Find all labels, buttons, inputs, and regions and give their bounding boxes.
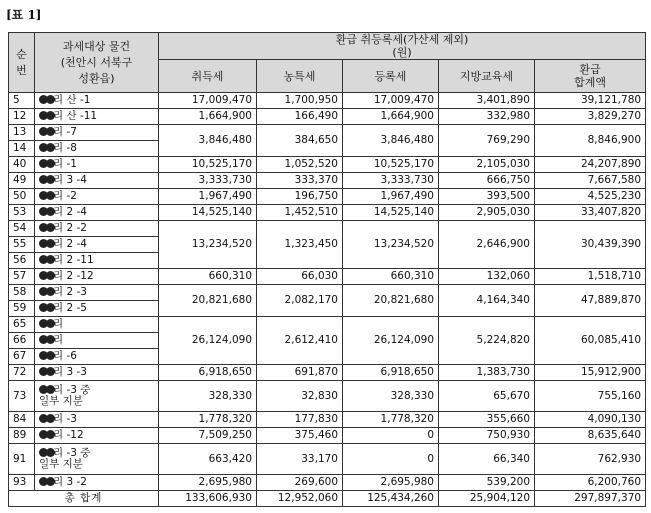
object-text: 리 2 -4 xyxy=(53,206,87,218)
value-cell: 14,525,140 xyxy=(343,205,439,221)
value-cell: 2,905,030 xyxy=(439,205,535,221)
value-cell: 15,912,900 xyxy=(535,365,646,381)
value-cell: 39,121,780 xyxy=(535,93,646,109)
object-text: 리 -3 중 일부 지분 xyxy=(39,447,91,470)
value-cell: 375,460 xyxy=(257,428,343,444)
refund-tax-table xyxy=(8,32,646,507)
value-cell: 1,052,520 xyxy=(257,157,343,173)
value-cell: 666,750 xyxy=(439,173,535,189)
value-cell: 269,600 xyxy=(257,475,343,491)
seq-cell: 14 xyxy=(9,141,35,157)
value-cell: 14,525,140 xyxy=(159,205,257,221)
table-row xyxy=(9,317,646,333)
object-cell xyxy=(35,109,159,125)
seq-cell: 57 xyxy=(9,269,35,285)
seq-cell: 67 xyxy=(9,349,35,365)
object-cell xyxy=(35,428,159,444)
table-row xyxy=(9,125,646,141)
value-cell: 13,234,520 xyxy=(343,221,439,269)
object-text: 리 -3 xyxy=(53,413,77,425)
value-cell: 26,124,090 xyxy=(343,317,439,365)
value-cell: 4,090,130 xyxy=(535,412,646,428)
value-cell: 2,105,030 xyxy=(439,157,535,173)
seq-cell: 73 xyxy=(9,381,35,412)
value-cell: 196,750 xyxy=(257,189,343,205)
object-text: 리 -2 xyxy=(53,190,77,202)
value-cell: 177,830 xyxy=(257,412,343,428)
value-cell: 328,330 xyxy=(343,381,439,412)
table-row xyxy=(9,173,646,189)
header-col-acq: 취득세 xyxy=(159,60,257,93)
table-row xyxy=(9,412,646,428)
object-cell xyxy=(35,93,159,109)
value-cell: 2,082,170 xyxy=(257,285,343,317)
object-text: 리 xyxy=(53,334,64,346)
seq-cell: 40 xyxy=(9,157,35,173)
value-cell: 1,700,950 xyxy=(257,93,343,109)
object-text: 리 xyxy=(53,318,64,330)
value-cell: 2,646,900 xyxy=(439,221,535,269)
value-cell: 7,509,250 xyxy=(159,428,257,444)
header-refund-group: 환급 취등록세(가산세 제외) (원) xyxy=(159,33,646,60)
object-text: 리 산 -11 xyxy=(53,110,98,122)
value-cell: 1,664,900 xyxy=(159,109,257,125)
object-text: 리 2 -2 xyxy=(53,222,87,234)
seq-cell: 91 xyxy=(9,444,35,475)
seq-cell: 5 xyxy=(9,93,35,109)
value-cell: 5,224,820 xyxy=(439,317,535,365)
object-text: 리 2 -3 xyxy=(53,286,87,298)
object-cell xyxy=(35,189,159,205)
value-cell: 60,085,410 xyxy=(535,317,646,365)
value-cell: 13,234,520 xyxy=(159,221,257,269)
value-cell: 8,635,640 xyxy=(535,428,646,444)
value-cell: 1,778,320 xyxy=(343,412,439,428)
value-cell: 0 xyxy=(343,444,439,475)
value-cell: 393,500 xyxy=(439,189,535,205)
value-cell: 125,434,260 xyxy=(343,491,439,507)
value-cell: 12,952,060 xyxy=(257,491,343,507)
value-cell: 1,383,730 xyxy=(439,365,535,381)
table-row xyxy=(9,109,646,125)
object-cell xyxy=(35,141,159,157)
header-object: 과세대상 물건 (천안시 서북구 성환읍) xyxy=(35,33,159,93)
object-text: 리 2 -11 xyxy=(53,254,94,266)
object-cell xyxy=(35,333,159,349)
value-cell: 2,695,980 xyxy=(159,475,257,491)
header-col-reg: 등록세 xyxy=(343,60,439,93)
value-cell: 3,333,730 xyxy=(159,173,257,189)
table-row xyxy=(9,381,646,412)
table-row xyxy=(9,221,646,237)
object-cell xyxy=(35,365,159,381)
object-cell xyxy=(35,285,159,301)
value-cell: 769,290 xyxy=(439,125,535,157)
object-text: 리 3 -3 xyxy=(53,366,87,378)
value-cell: 328,330 xyxy=(159,381,257,412)
value-cell: 10,525,170 xyxy=(343,157,439,173)
seq-cell: 12 xyxy=(9,109,35,125)
object-text: 리 -12 xyxy=(53,429,84,441)
table-row xyxy=(9,428,646,444)
value-cell: 755,160 xyxy=(535,381,646,412)
value-cell: 1,518,710 xyxy=(535,269,646,285)
value-cell: 4,525,230 xyxy=(535,189,646,205)
value-cell: 66,030 xyxy=(257,269,343,285)
value-cell: 355,660 xyxy=(439,412,535,428)
seq-cell: 55 xyxy=(9,237,35,253)
object-cell xyxy=(35,173,159,189)
object-cell xyxy=(35,237,159,253)
object-cell xyxy=(35,349,159,365)
value-cell: 0 xyxy=(343,428,439,444)
value-cell: 660,310 xyxy=(159,269,257,285)
object-cell xyxy=(35,317,159,333)
object-cell xyxy=(35,301,159,317)
value-cell: 1,778,320 xyxy=(159,412,257,428)
table-row xyxy=(9,269,646,285)
value-cell: 3,846,480 xyxy=(159,125,257,157)
seq-cell: 89 xyxy=(9,428,35,444)
value-cell: 133,606,930 xyxy=(159,491,257,507)
value-cell: 3,401,890 xyxy=(439,93,535,109)
object-text: 리 -8 xyxy=(53,142,77,154)
seq-cell: 58 xyxy=(9,285,35,301)
object-text: 리 -6 xyxy=(53,350,77,362)
table-caption: [표 1] xyxy=(6,8,42,22)
object-cell xyxy=(35,475,159,491)
value-cell: 166,490 xyxy=(257,109,343,125)
seq-cell: 54 xyxy=(9,221,35,237)
value-cell: 3,846,480 xyxy=(343,125,439,157)
value-cell: 2,695,980 xyxy=(343,475,439,491)
value-cell: 20,821,680 xyxy=(159,285,257,317)
object-cell xyxy=(35,221,159,237)
object-text: 리 3 -2 xyxy=(53,476,87,488)
object-cell xyxy=(35,412,159,428)
value-cell: 6,918,650 xyxy=(159,365,257,381)
object-cell xyxy=(35,381,159,412)
value-cell: 17,009,470 xyxy=(159,93,257,109)
table-row xyxy=(9,285,646,301)
value-cell: 3,333,730 xyxy=(343,173,439,189)
value-cell: 4,164,340 xyxy=(439,285,535,317)
value-cell: 762,930 xyxy=(535,444,646,475)
value-cell: 2,612,410 xyxy=(257,317,343,365)
value-cell: 132,060 xyxy=(439,269,535,285)
header-col-edu: 지방교육세 xyxy=(439,60,535,93)
value-cell: 1,452,510 xyxy=(257,205,343,221)
seq-cell: 53 xyxy=(9,205,35,221)
value-cell: 7,667,580 xyxy=(535,173,646,189)
value-cell: 20,821,680 xyxy=(343,285,439,317)
value-cell: 332,980 xyxy=(439,109,535,125)
object-cell xyxy=(35,125,159,141)
value-cell: 6,200,760 xyxy=(535,475,646,491)
value-cell: 17,009,470 xyxy=(343,93,439,109)
value-cell: 750,930 xyxy=(439,428,535,444)
object-cell xyxy=(35,157,159,173)
seq-cell: 49 xyxy=(9,173,35,189)
seq-cell: 72 xyxy=(9,365,35,381)
object-text: 리 2 -5 xyxy=(53,302,87,314)
object-cell xyxy=(35,253,159,269)
seq-cell: 13 xyxy=(9,125,35,141)
object-text: 리 -7 xyxy=(53,126,77,138)
value-cell: 1,967,490 xyxy=(159,189,257,205)
object-text: 리 산 -1 xyxy=(53,94,91,106)
seq-cell: 56 xyxy=(9,253,35,269)
value-cell: 1,664,900 xyxy=(343,109,439,125)
value-cell: 1,967,490 xyxy=(343,189,439,205)
object-cell xyxy=(35,444,159,475)
value-cell: 663,420 xyxy=(159,444,257,475)
object-text: 리 2 -4 xyxy=(53,238,87,250)
value-cell: 8,846,900 xyxy=(535,125,646,157)
value-cell: 24,207,890 xyxy=(535,157,646,173)
value-cell: 333,370 xyxy=(257,173,343,189)
object-cell xyxy=(35,205,159,221)
value-cell: 25,904,120 xyxy=(439,491,535,507)
table-row xyxy=(9,444,646,475)
object-cell xyxy=(35,269,159,285)
table-row xyxy=(9,157,646,173)
value-cell: 32,830 xyxy=(257,381,343,412)
value-cell: 691,870 xyxy=(257,365,343,381)
value-cell: 30,439,390 xyxy=(535,221,646,269)
object-text: 리 2 -12 xyxy=(53,270,94,282)
header-col-agri: 농특세 xyxy=(257,60,343,93)
total-row xyxy=(9,491,646,507)
seq-cell: 66 xyxy=(9,333,35,349)
object-text: 리 3 -4 xyxy=(53,174,87,186)
seq-cell: 59 xyxy=(9,301,35,317)
table-row xyxy=(9,475,646,491)
value-cell: 539,200 xyxy=(439,475,535,491)
seq-cell: 50 xyxy=(9,189,35,205)
value-cell: 26,124,090 xyxy=(159,317,257,365)
value-cell: 33,407,820 xyxy=(535,205,646,221)
header-seq: 순 번 xyxy=(9,33,35,93)
object-text: 리 -1 xyxy=(53,158,77,170)
value-cell: 6,918,650 xyxy=(343,365,439,381)
value-cell: 384,650 xyxy=(257,125,343,157)
object-text: 리 -3 중 일부 지분 xyxy=(39,384,91,407)
value-cell: 33,170 xyxy=(257,444,343,475)
value-cell: 3,829,270 xyxy=(535,109,646,125)
seq-cell: 84 xyxy=(9,412,35,428)
total-label: 총 합계 xyxy=(9,491,159,507)
value-cell: 10,525,170 xyxy=(159,157,257,173)
value-cell: 66,340 xyxy=(439,444,535,475)
value-cell: 47,889,870 xyxy=(535,285,646,317)
seq-cell: 65 xyxy=(9,317,35,333)
value-cell: 660,310 xyxy=(343,269,439,285)
value-cell: 1,323,450 xyxy=(257,221,343,269)
table-row xyxy=(9,365,646,381)
table-row xyxy=(9,93,646,109)
table-row xyxy=(9,205,646,221)
seq-cell: 93 xyxy=(9,475,35,491)
header-col-total: 환급 합계액 xyxy=(535,60,646,93)
value-cell: 297,897,370 xyxy=(535,491,646,507)
table-row xyxy=(9,189,646,205)
value-cell: 65,670 xyxy=(439,381,535,412)
